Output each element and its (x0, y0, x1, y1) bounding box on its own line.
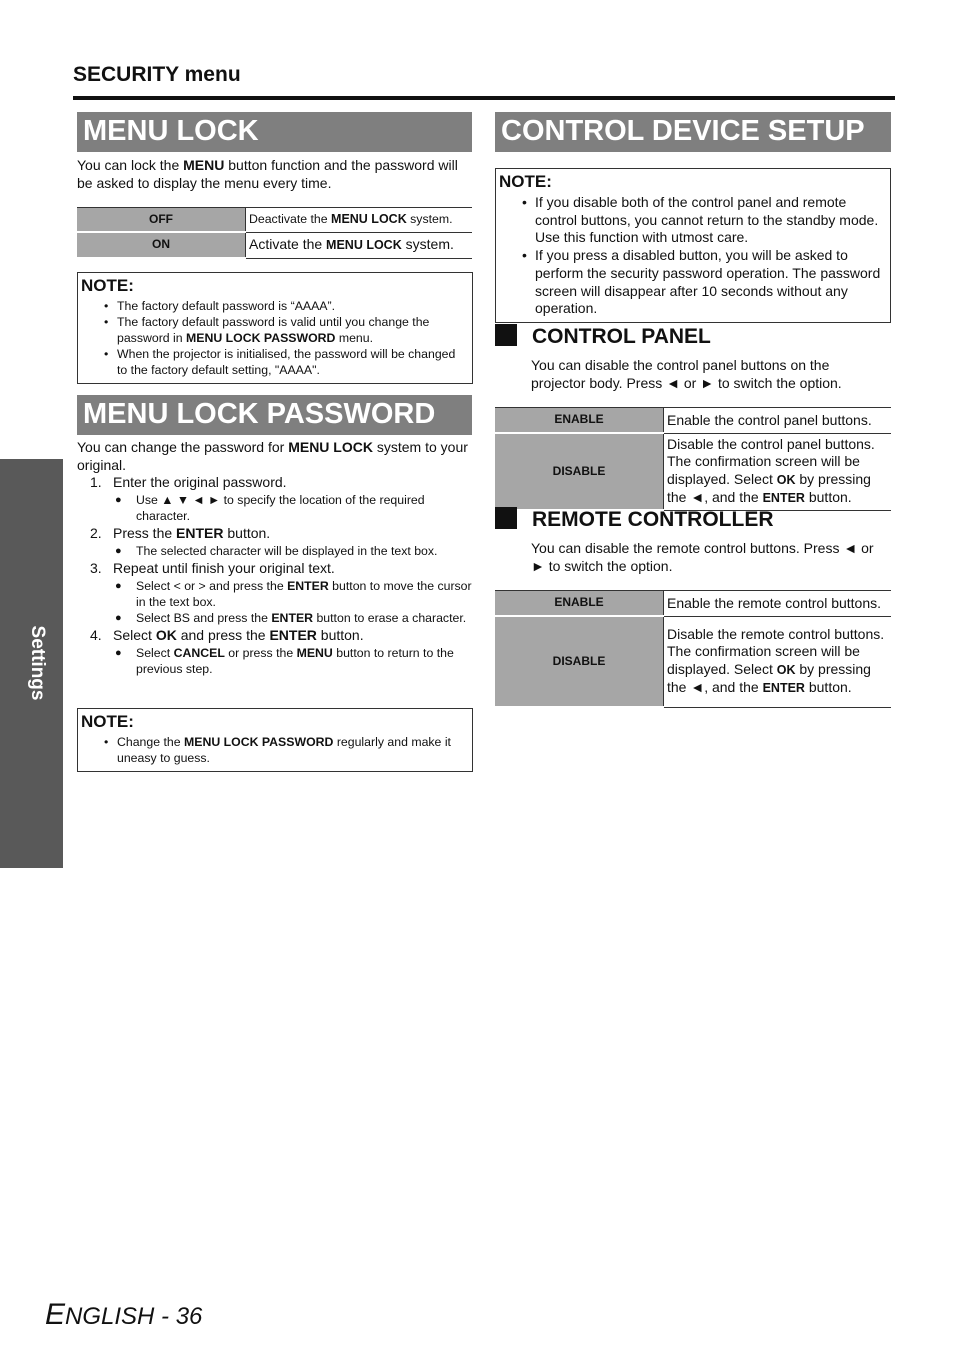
list-item: • The factory default password is “AAAA”. (81, 298, 469, 314)
list-item: • When the projector is initialised, the password will be changed to the factory default setting, "AAAA". (81, 346, 469, 378)
heading-square-icon (495, 324, 517, 346)
remote-controller-options-table (495, 590, 891, 708)
table-row (495, 408, 891, 434)
section-header: SECURITY menu (73, 63, 241, 86)
table-row (495, 433, 891, 510)
step-subitem: ● Use ▲ ▼ ◄ ► to specify the location of the required character. (113, 492, 473, 524)
menu-lock-password-title: MENU LOCK PASSWORD (77, 395, 472, 435)
option-key: ENABLE (495, 591, 664, 617)
page-footer: ENGLISH - 36 (45, 1298, 203, 1331)
step-item: 3. Repeat until finish your original text. ● Select < or > and press the ENTER button to move the cursor in the text box. ● Select BS and press the ENTER button to erase a character. (77, 560, 473, 626)
remote-controller-heading: REMOTE CONTROLLER (495, 507, 774, 532)
menu-lock-options-table (77, 207, 472, 259)
menu-lock-password-intro: You can change the password for MENU LOCK system to your original. (77, 439, 468, 473)
control-device-setup-title: CONTROL DEVICE SETUP (495, 112, 891, 152)
password-steps (77, 474, 473, 677)
menu-lock-note (77, 272, 473, 384)
remote-controller-intro: You can disable the remote control buttons. Press ◄ or ► to switch the option. (531, 540, 874, 574)
side-tab-label: Settings (27, 625, 48, 701)
table-row (77, 232, 472, 258)
option-key: ENABLE (495, 408, 664, 434)
list-item: • If you press a disabled button, you will be asked to perform the security password operation. The password screen will disappear after 10 seconds without any operation. (499, 247, 883, 318)
option-key: OFF (77, 208, 246, 233)
heading-square-icon (495, 507, 517, 529)
option-desc: Disable the remote control buttons. The confirmation screen will be displayed. Select OK by pressing the ◄, and the ENTER button. (664, 616, 892, 707)
option-key: DISABLE (495, 616, 664, 707)
list-item: • Change the MENU LOCK PASSWORD regularly and make it uneasy to guess. (81, 734, 469, 766)
note-title: NOTE: (81, 712, 134, 731)
option-desc: Deactivate the MENU LOCK system. (246, 208, 473, 233)
option-key: ON (77, 232, 246, 258)
step-item: 1. Enter the original password. ● Use ▲ ▼ ◄ ► to specify the location of the required character. (77, 474, 473, 524)
step-subitem: ● Select < or > and press the ENTER button to move the cursor in the text box. (113, 578, 473, 610)
option-desc: Enable the control panel buttons. (664, 408, 892, 434)
list-item: • The factory default password is valid until you change the password in MENU LOCK PASSWORD menu. (81, 314, 469, 346)
note-title: NOTE: (499, 172, 552, 191)
step-item: 4. Select OK and press the ENTER button. ● Select CANCEL or press the MENU button to return to the previous step. (77, 627, 473, 677)
step-subitem: ● Select CANCEL or press the MENU button to return to the previous step. (113, 645, 473, 677)
option-desc: Activate the MENU LOCK system. (246, 232, 473, 258)
menu-lock-password-note (77, 708, 473, 772)
option-desc: Enable the remote control buttons. (664, 591, 892, 617)
step-item: 2. Press the ENTER button. ● The selected character will be displayed in the text box. (77, 525, 473, 559)
control-panel-intro: You can disable the control panel buttons on the projector body. Press ◄ or ► to switch the option. (531, 357, 842, 391)
list-item: • If you disable both of the control panel and remote control buttons, you cannot return to the standby mode. Use this function with utmost care. (499, 194, 883, 247)
control-panel-options-table (495, 407, 891, 511)
control-panel-heading: CONTROL PANEL (495, 324, 711, 349)
menu-lock-title: MENU LOCK (77, 112, 472, 152)
table-row (495, 591, 891, 617)
header-rule (73, 96, 895, 100)
step-subitem: ● Select BS and press the ENTER button to erase a character. (113, 610, 473, 626)
option-key: DISABLE (495, 433, 664, 510)
step-subitem: ● The selected character will be displayed in the text box. (113, 543, 473, 559)
menu-lock-intro: You can lock the MENU button function and the password will be asked to display the menu every time. (77, 157, 458, 191)
table-row (495, 616, 891, 707)
note-title: NOTE: (81, 276, 134, 295)
control-device-note (495, 168, 891, 323)
table-row (77, 208, 472, 233)
option-desc: Disable the control panel buttons. The confirmation screen will be displayed. Select OK by pressing the ◄, and the ENTER button. (664, 433, 892, 510)
